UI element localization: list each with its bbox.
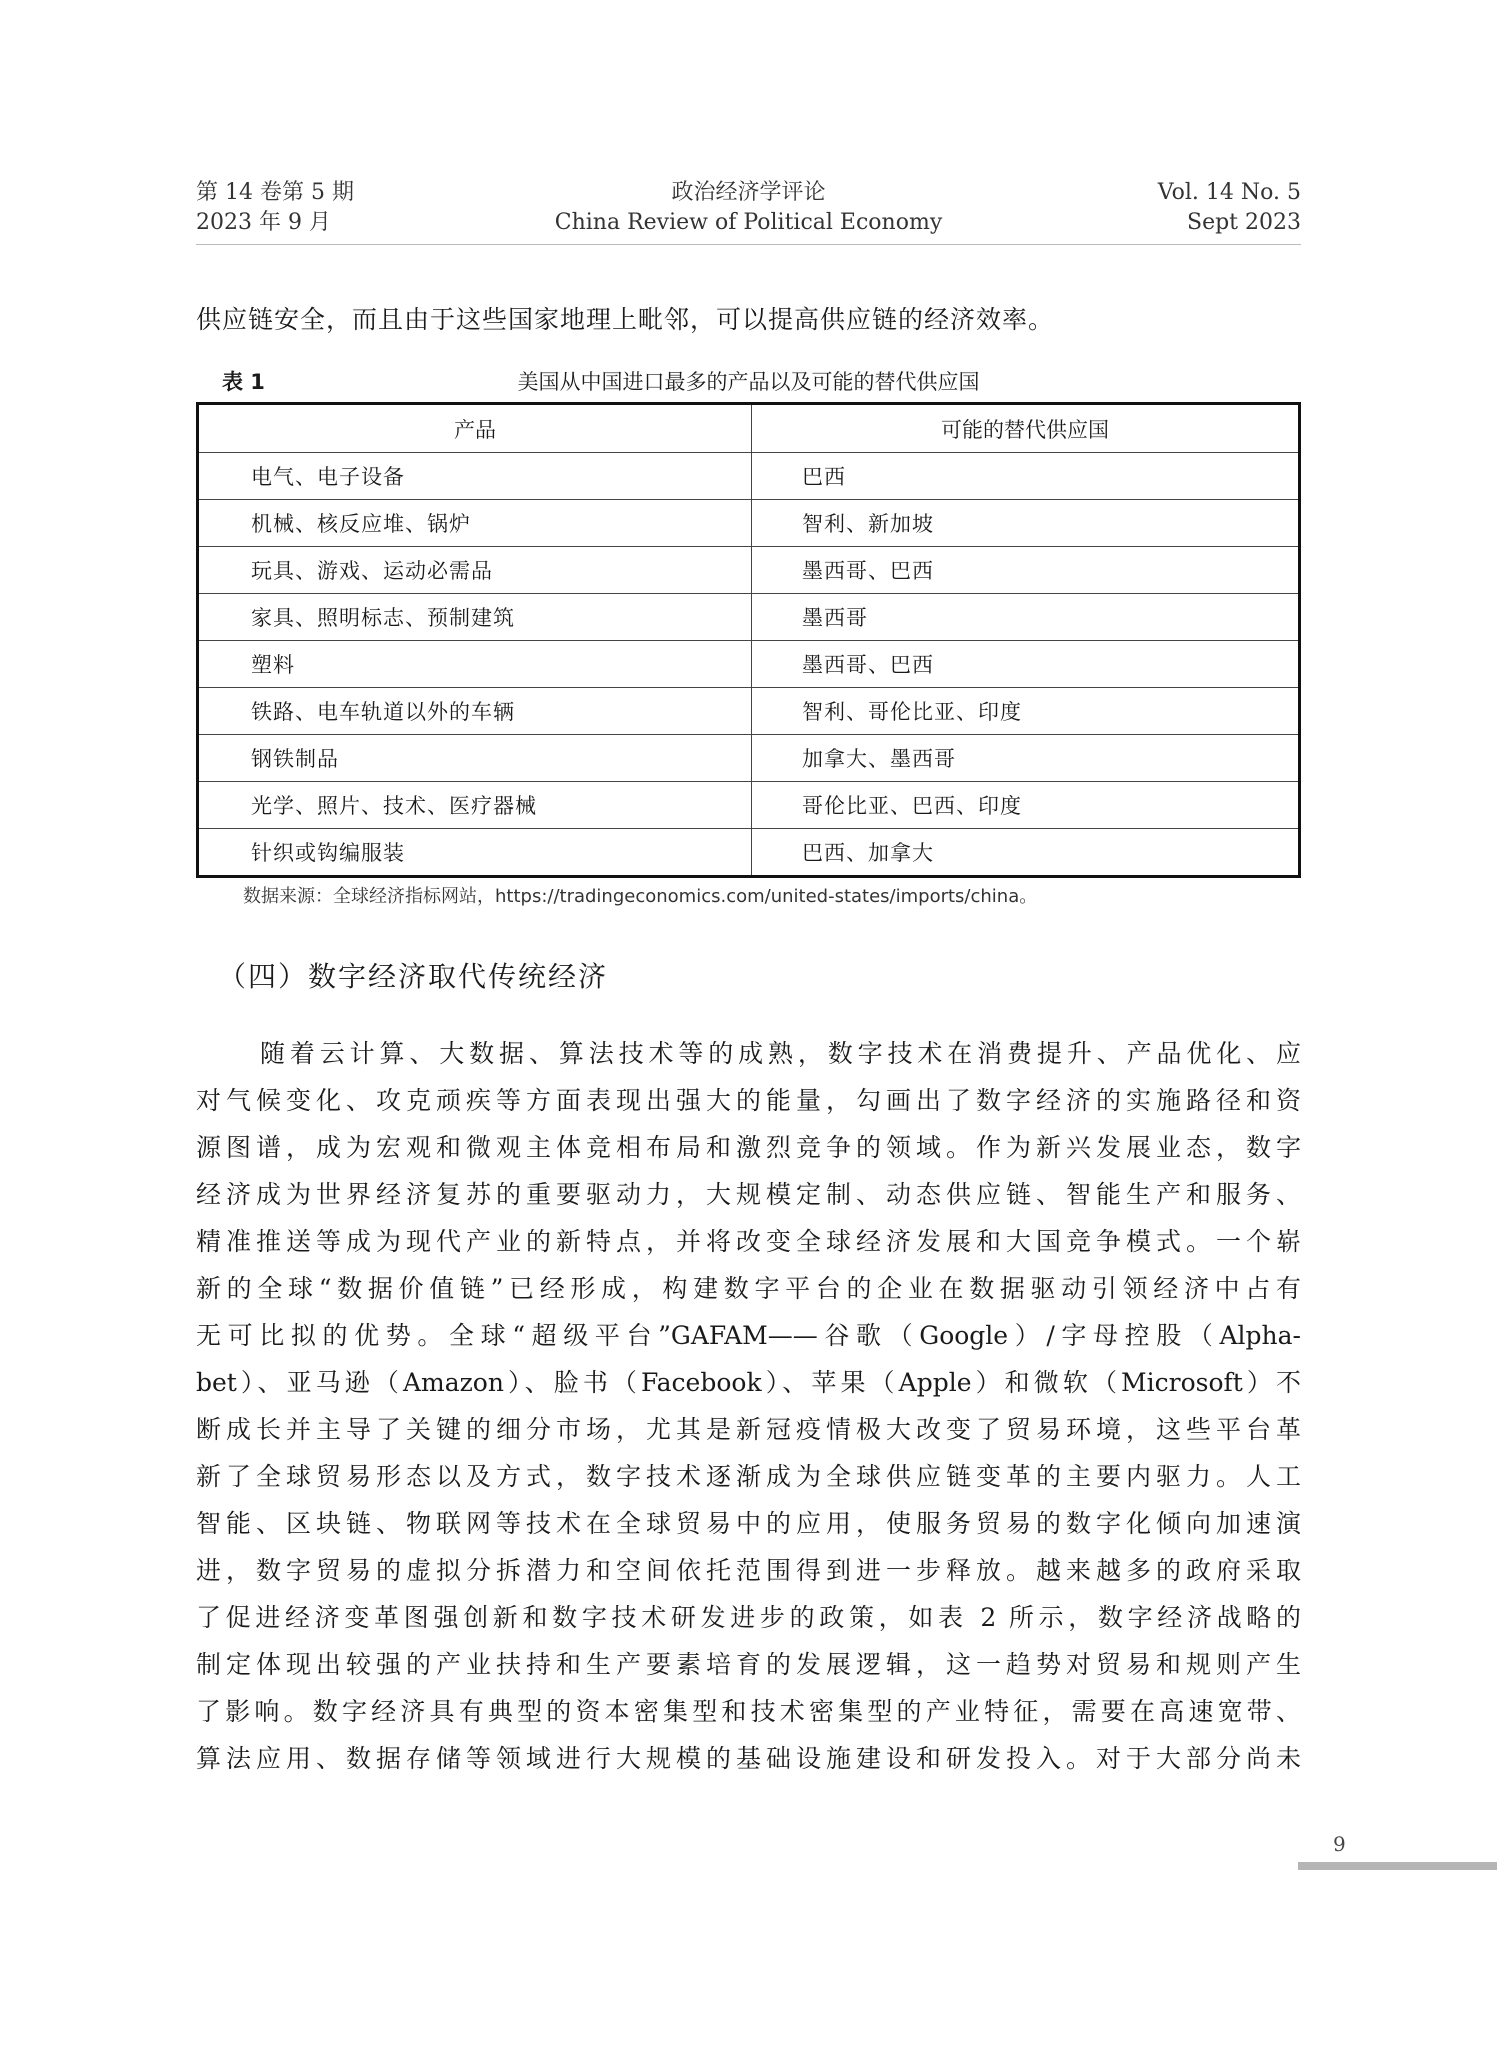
product-cell: 针织或钩编服装: [198, 829, 752, 877]
supplier-cell: 巴西: [752, 453, 1300, 500]
product-cell: 铁路、电车轨道以外的车辆: [198, 688, 752, 735]
supplier-cell: 智利、哥伦比亚、印度: [752, 688, 1300, 735]
product-cell: 光学、照片、技术、医疗器械: [198, 782, 752, 829]
paragraph-line: 新的全球“数据价值链”已经形成，构建数字平台的企业在数据驱动引领经济中占有: [196, 1274, 1301, 1303]
table-row: [198, 829, 1300, 877]
table-row: [198, 500, 1300, 547]
paragraph-line: 进，数字贸易的虚拟分拆潜力和空间依托范围得到进一步释放。越来越多的政府采取: [196, 1556, 1301, 1585]
column-header-product: 产品: [198, 404, 752, 453]
paragraph-line: 精准推送等成为现代产业的新特点，并将改变全球经济发展和大国竞争模式。一个崭: [196, 1227, 1301, 1256]
product-cell: 钢铁制品: [198, 735, 752, 782]
publication-date-en: Sept 2023: [1187, 210, 1301, 235]
journal-title-en: China Review of Political Economy: [554, 210, 943, 235]
paragraph-line: 对气候变化、攻克顽疾等方面表现出强大的能量，勾画出了数字经济的实施路径和资: [196, 1086, 1301, 1115]
volume-issue: 第 14 卷第 5 期: [196, 180, 354, 205]
journal-title-cn: 政治经济学评论: [671, 180, 826, 205]
supplier-cell: 巴西、加拿大: [752, 829, 1300, 877]
table-header-row: [198, 404, 1300, 453]
table-title: 美国从中国进口最多的产品以及可能的替代供应国: [517, 370, 980, 394]
table-row: [198, 782, 1300, 829]
table-row: [198, 547, 1300, 594]
product-cell: 玩具、游戏、运动必需品: [198, 547, 752, 594]
supplier-cell: 加拿大、墨西哥: [752, 735, 1300, 782]
paragraph-line: 无可比拟的优势。全球“超级平台”GAFAM——谷歌（Google）/字母控股（Alpha-: [196, 1321, 1301, 1350]
supplier-cell: 墨西哥: [752, 594, 1300, 641]
footer-bar: [1298, 1862, 1497, 1870]
supplier-cell: 墨西哥、巴西: [752, 641, 1300, 688]
header-divider: [196, 244, 1301, 245]
paragraph-line: 算法应用、数据存储等领域进行大规模的基础设施建设和研发投入。对于大部分尚未: [196, 1744, 1301, 1773]
supplier-table: [196, 402, 1301, 878]
page-number: 9: [1333, 1832, 1346, 1856]
table-row: [198, 735, 1300, 782]
product-cell: 电气、电子设备: [198, 453, 752, 500]
lead-sentence: 供应链安全，而且由于这些国家地理上毗邻，可以提高供应链的经济效率。: [196, 305, 1055, 334]
paragraph-line: 随着云计算、大数据、算法技术等的成熟，数字技术在消费提升、产品优化、应: [260, 1039, 1301, 1068]
supplier-cell: 智利、新加坡: [752, 500, 1300, 547]
table-row: [198, 453, 1300, 500]
paragraph-line: 新了全球贸易形态以及方式，数字技术逐渐成为全球供应链变革的主要内驱力。人工: [196, 1462, 1301, 1491]
supplier-cell: 墨西哥、巴西: [752, 547, 1300, 594]
product-cell: 机械、核反应堆、锅炉: [198, 500, 752, 547]
body-paragraph: [196, 1030, 1301, 1782]
section-heading: （四）数字经济取代传统经济: [218, 960, 609, 993]
paragraph-line: 了影响。数字经济具有典型的资本密集型和技术密集型的产业特征，需要在高速宽带、: [196, 1697, 1301, 1726]
table-row: [198, 641, 1300, 688]
product-cell: 家具、照明标志、预制建筑: [198, 594, 752, 641]
volume-issue-en: Vol. 14 No. 5: [1157, 180, 1301, 205]
paragraph-line: bet）、亚马逊（Amazon）、脸书（Facebook）、苹果（Apple）和微软（Microsoft）不: [196, 1368, 1301, 1397]
paragraph-line: 了促进经济变革图强创新和数字技术研发进步的政策，如表 2 所示，数字经济战略的: [196, 1603, 1301, 1632]
paragraph-line: 智能、区块链、物联网等技术在全球贸易中的应用，使服务贸易的数字化倾向加速演: [196, 1509, 1301, 1538]
table-label: 表 1: [222, 370, 265, 394]
paragraph-line: 制定体现出较强的产业扶持和生产要素培育的发展逻辑，这一趋势对贸易和规则产生: [196, 1650, 1301, 1679]
product-cell: 塑料: [198, 641, 752, 688]
paragraph-line: 源图谱，成为宏观和微观主体竞相布局和激烈竞争的领域。作为新兴发展业态，数字: [196, 1133, 1301, 1162]
paragraph-line: 经济成为世界经济复苏的重要驱动力，大规模定制、动态供应链、智能生产和服务、: [196, 1180, 1301, 1209]
table-source-note: 数据来源：全球经济指标网站，https://tradingeconomics.com/united-states/imports/china。: [243, 886, 1038, 907]
publication-date: 2023 年 9 月: [196, 210, 331, 235]
table-row: [198, 594, 1300, 641]
table-row: [198, 688, 1300, 735]
paragraph-line: 断成长并主导了关键的细分市场，尤其是新冠疫情极大改变了贸易环境，这些平台革: [196, 1415, 1301, 1444]
supplier-cell: 哥伦比亚、巴西、印度: [752, 782, 1300, 829]
column-header-supplier: 可能的替代供应国: [752, 404, 1300, 453]
journal-volume-en: [1158, 178, 1301, 238]
